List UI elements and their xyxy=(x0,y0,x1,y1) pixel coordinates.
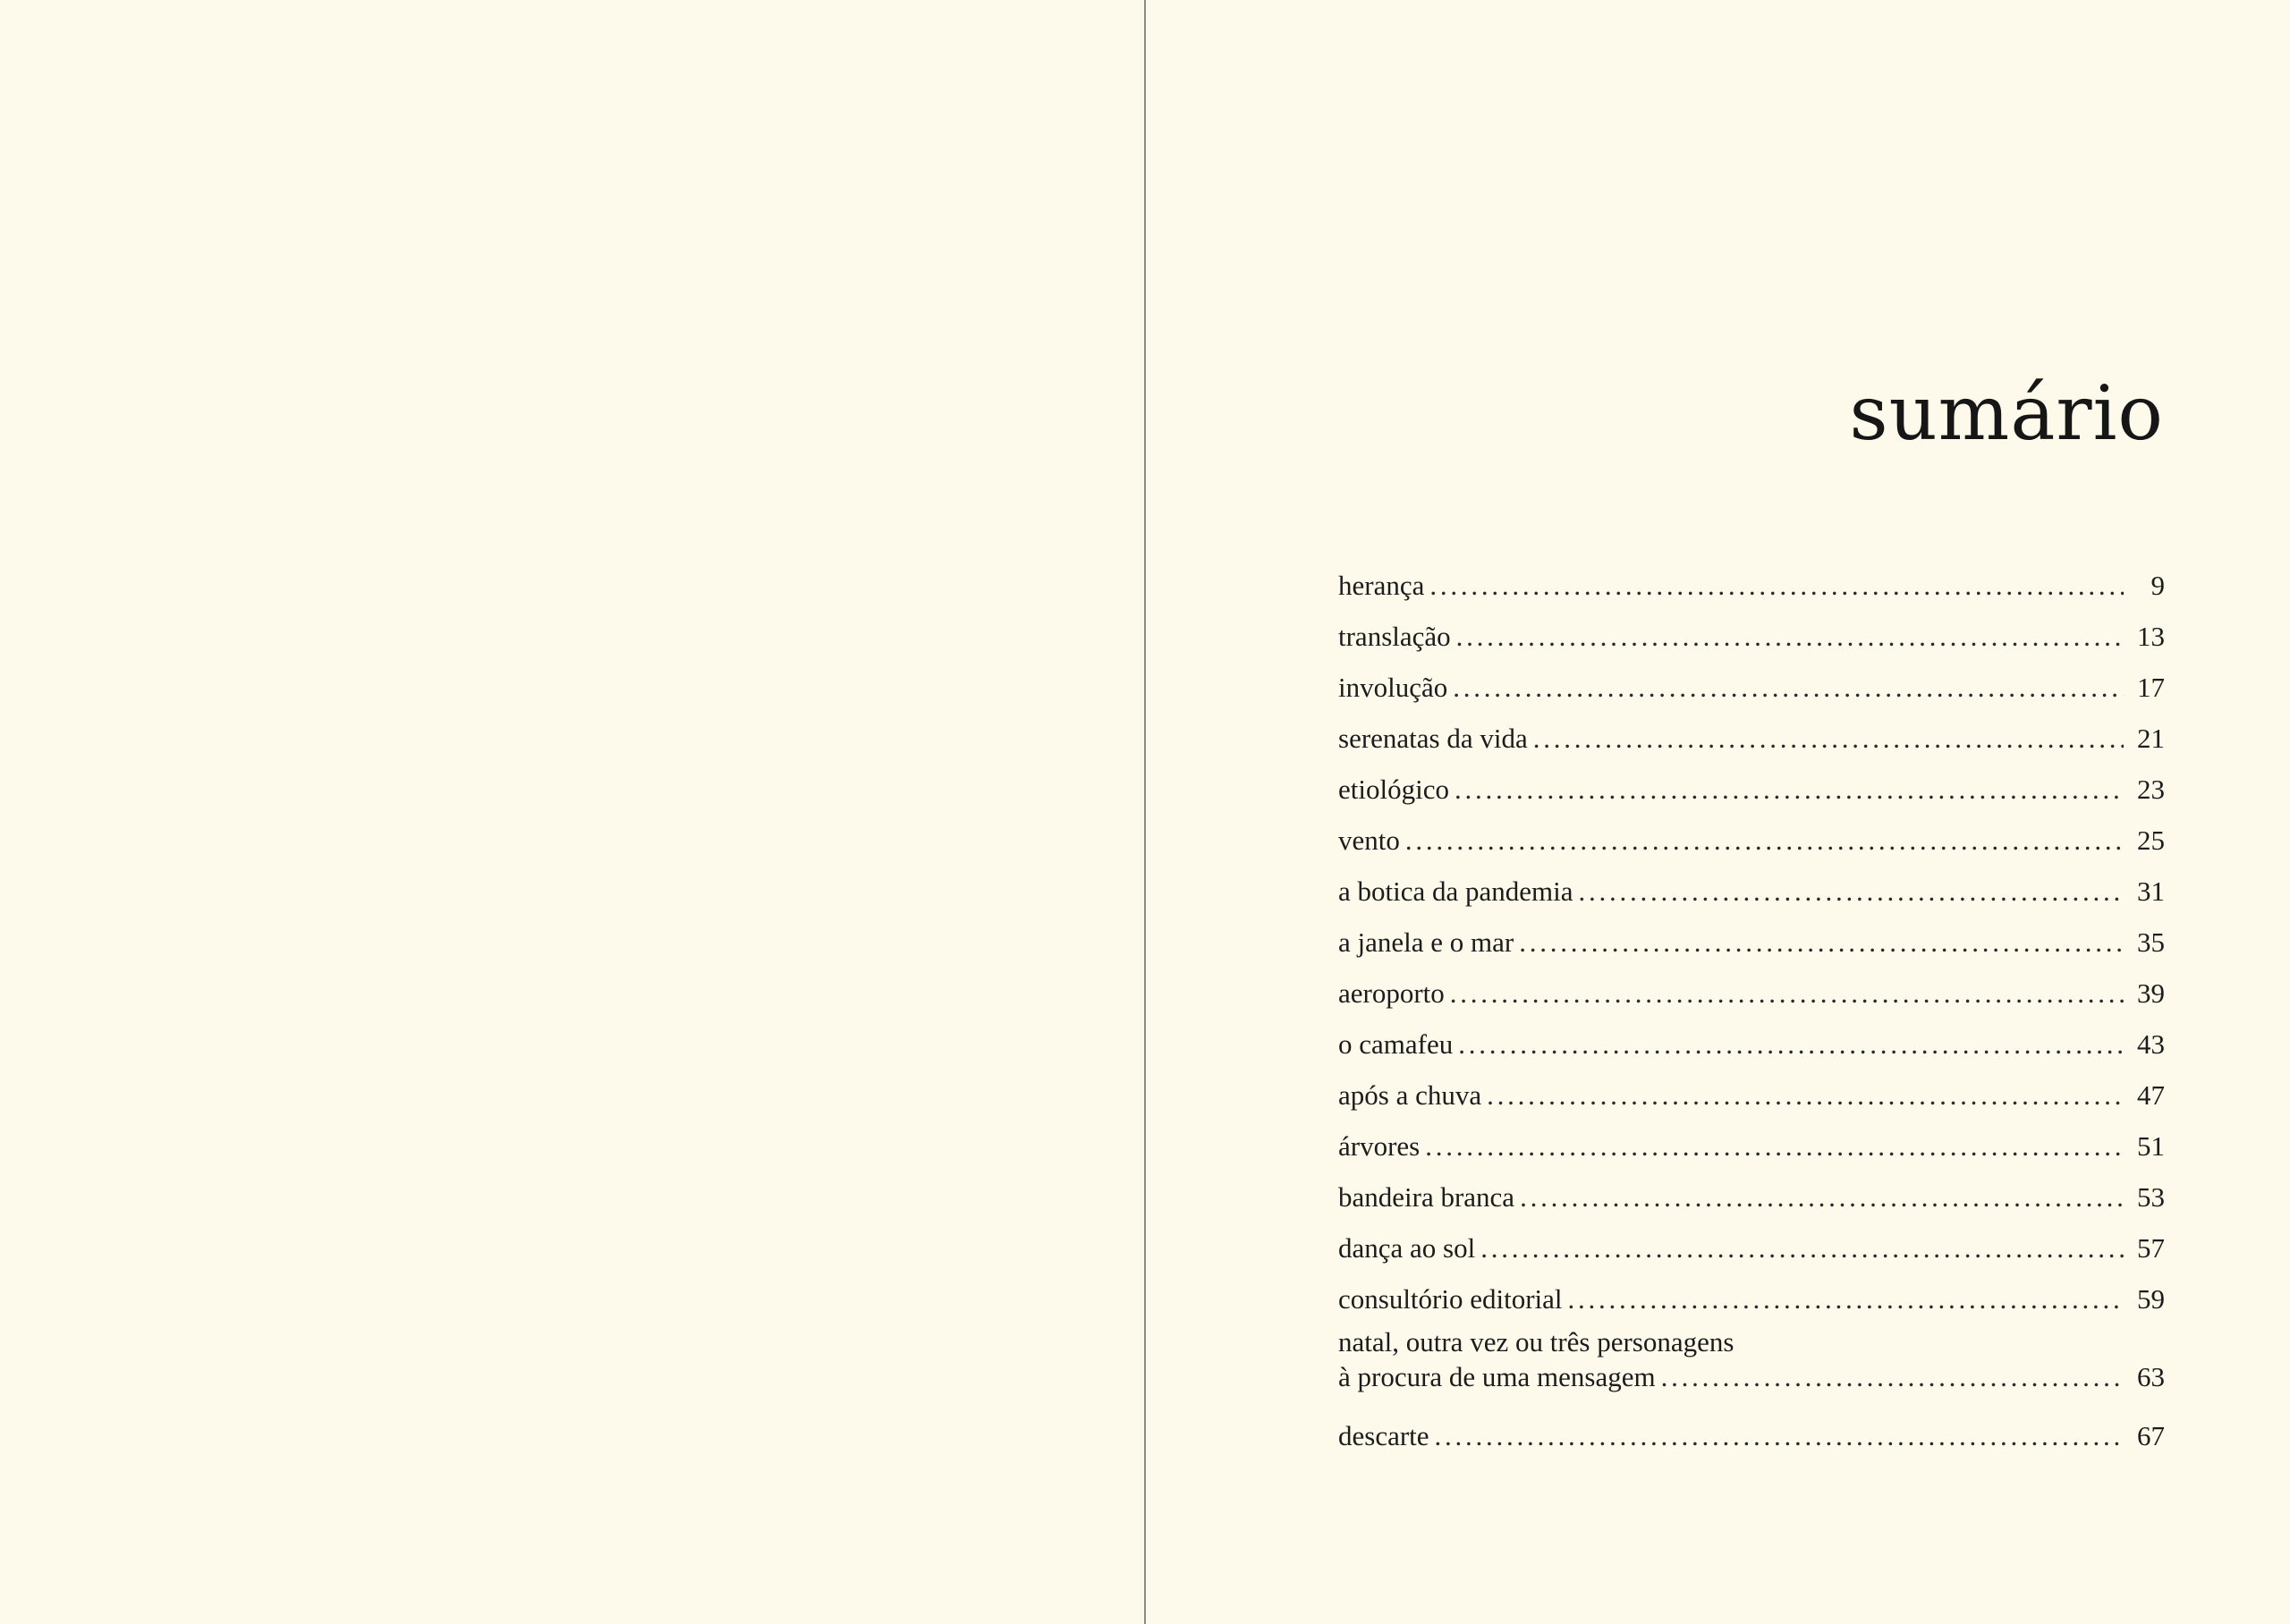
dot-leader xyxy=(1568,1273,2124,1324)
table-of-contents xyxy=(1338,560,2165,1461)
toc-entry xyxy=(1338,917,2165,968)
toc-entry-title: translação xyxy=(1338,621,1451,652)
toc-entry-page: 59 xyxy=(2137,1283,2165,1315)
toc-entry-title-line1: natal, outra vez ou três personagens xyxy=(1338,1326,1734,1358)
dot-leader xyxy=(1425,1121,2124,1171)
toc-entry xyxy=(1338,1273,2165,1324)
dot-leader xyxy=(1453,662,2124,713)
toc-entry-title: a janela e o mar xyxy=(1338,926,1514,958)
toc-entry xyxy=(1338,560,2165,611)
toc-entry xyxy=(1338,968,2165,1019)
dot-leader xyxy=(1456,611,2124,662)
toc-entry-title: aeroporto xyxy=(1338,977,1445,1009)
toc-entry-page: 43 xyxy=(2137,1028,2165,1060)
dot-leader xyxy=(1661,1359,2124,1394)
toc-entry-title: herança xyxy=(1338,570,1425,601)
toc-entry-page: 13 xyxy=(2137,621,2165,652)
toc-entry-page: 57 xyxy=(2137,1232,2165,1264)
toc-entry xyxy=(1338,1121,2165,1171)
dot-leader xyxy=(1429,560,2124,611)
dot-leader xyxy=(1487,1070,2124,1121)
toc-entry-page: 51 xyxy=(2137,1130,2165,1162)
toc-entry-page: 35 xyxy=(2137,926,2165,958)
toc-entry-title: descarte xyxy=(1338,1420,1429,1451)
toc-entry xyxy=(1338,1324,2165,1410)
dot-leader xyxy=(1435,1410,2124,1461)
toc-entry-page: 25 xyxy=(2137,825,2165,856)
toc-entry xyxy=(1338,1410,2165,1461)
toc-entry xyxy=(1338,866,2165,917)
toc-entry xyxy=(1338,662,2165,713)
toc-entry xyxy=(1338,1070,2165,1121)
dot-leader xyxy=(1455,764,2124,815)
toc-entry-title: após a chuva xyxy=(1338,1079,1482,1111)
right-page xyxy=(1146,0,2290,1624)
dot-leader xyxy=(1520,1171,2124,1222)
toc-entry-title: dança ao sol xyxy=(1338,1232,1476,1264)
left-page xyxy=(0,0,1144,1624)
toc-entry xyxy=(1338,1222,2165,1273)
toc-entry-page: 63 xyxy=(2137,1361,2165,1392)
toc-entry-title: à procura de uma mensagem xyxy=(1338,1361,1656,1392)
toc-entry-page: 67 xyxy=(2137,1420,2165,1451)
toc-entry xyxy=(1338,1171,2165,1222)
toc-entry-page: 23 xyxy=(2137,774,2165,805)
toc-entry-title: etiológico xyxy=(1338,774,1449,805)
toc-entry-page: 47 xyxy=(2137,1079,2165,1111)
dot-leader xyxy=(1480,1222,2124,1273)
toc-entry-page: 39 xyxy=(2137,977,2165,1009)
page-title: sumário xyxy=(1849,369,2164,457)
toc-entry-title: consultório editorial xyxy=(1338,1283,1563,1315)
toc-entry-title: involução xyxy=(1338,672,1448,703)
toc-entry-title: serenatas da vida xyxy=(1338,723,1528,754)
dot-leader xyxy=(1579,866,2124,917)
toc-entry-page: 9 xyxy=(2150,570,2165,601)
dot-leader xyxy=(1450,968,2124,1019)
toc-entry xyxy=(1338,815,2165,866)
toc-entry-title: o camafeu xyxy=(1338,1028,1454,1060)
toc-entry-title: árvores xyxy=(1338,1130,1421,1162)
toc-entry-page: 31 xyxy=(2137,875,2165,907)
dot-leader xyxy=(1405,815,2124,866)
toc-entry-page: 53 xyxy=(2137,1181,2165,1213)
dot-leader xyxy=(1458,1019,2124,1070)
toc-entry-title: vento xyxy=(1338,825,1400,856)
toc-entry xyxy=(1338,1019,2165,1070)
dot-leader xyxy=(1533,713,2124,764)
toc-entry-page: 21 xyxy=(2137,723,2165,754)
toc-entry-page: 17 xyxy=(2137,672,2165,703)
toc-entry xyxy=(1338,713,2165,764)
toc-entry-title: bandeira branca xyxy=(1338,1181,1515,1213)
toc-entry-title: a botica da pandemia xyxy=(1338,875,1573,907)
toc-entry xyxy=(1338,764,2165,815)
toc-entry xyxy=(1338,611,2165,662)
dot-leader xyxy=(1519,917,2124,968)
